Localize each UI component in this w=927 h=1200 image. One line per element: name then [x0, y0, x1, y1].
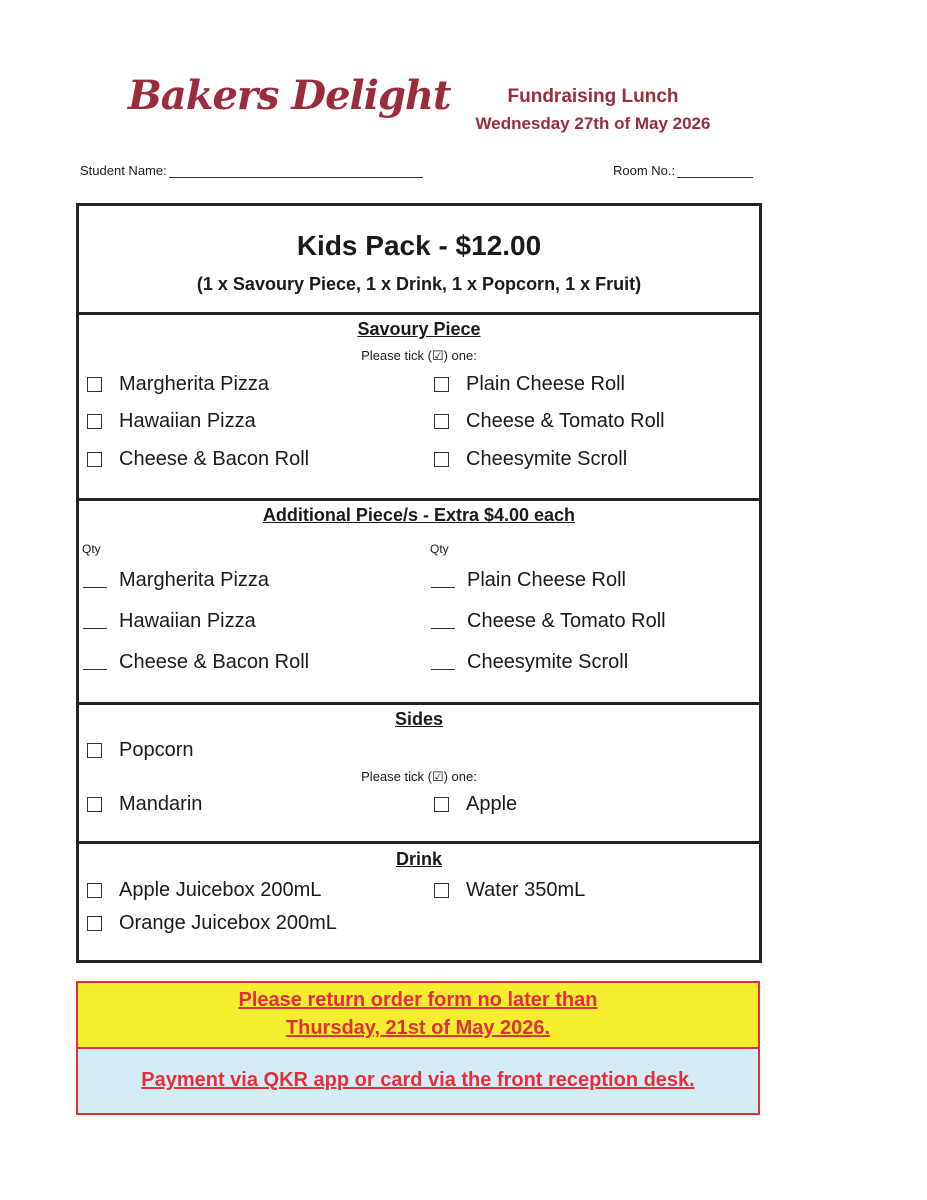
option-label: Margherita Pizza — [119, 569, 270, 591]
drink-section — [79, 844, 759, 960]
order-form — [76, 203, 762, 963]
option-label: Orange Juicebox 200mL — [119, 912, 337, 934]
room-number-field[interactable] — [613, 163, 753, 178]
payment-text: Payment via QKR app or card via the front reception desk. — [141, 1069, 695, 1091]
option-label: Hawaiian Pizza — [119, 610, 256, 632]
event-heading — [468, 86, 718, 134]
option-label: Cheese & Bacon Roll — [119, 651, 310, 673]
student-name-field[interactable] — [80, 163, 423, 178]
qty-input-line[interactable] — [431, 655, 455, 670]
checkbox[interactable] — [87, 883, 102, 898]
bakers-delight-logo: Bakers Delight — [128, 72, 451, 119]
kids-pack-title: Kids Pack - $12.00 — [296, 230, 542, 261]
qty-input-line[interactable] — [431, 614, 455, 629]
student-name-label: Student Name: — [80, 163, 167, 178]
popcorn-option[interactable] — [87, 739, 194, 762]
option-label: Cheesymite Scroll — [467, 651, 629, 673]
option-label: Water 350mL — [466, 879, 586, 901]
checkbox[interactable] — [434, 452, 449, 467]
savoury-title: Savoury Piece — [357, 319, 481, 339]
event-date: Wednesday 27th of May 2026 — [475, 114, 711, 133]
option-label: Hawaiian Pizza — [119, 410, 256, 432]
savoury-option[interactable] — [87, 373, 269, 396]
orange-juice-option[interactable] — [87, 912, 337, 935]
drink-title: Drink — [395, 849, 442, 869]
sides-section — [79, 705, 759, 844]
checkbox[interactable] — [87, 743, 102, 758]
additional-option[interactable] — [431, 569, 626, 592]
savoury-option[interactable] — [434, 373, 625, 396]
option-label: Margherita Pizza — [119, 373, 270, 395]
checkbox[interactable] — [434, 414, 449, 429]
mandarin-option[interactable] — [87, 793, 202, 816]
qty-label-left: Qty — [82, 542, 101, 556]
room-number-line[interactable] — [677, 163, 753, 178]
savoury-option[interactable] — [87, 448, 309, 471]
savoury-option[interactable] — [87, 410, 256, 433]
apple-juice-option[interactable] — [87, 879, 321, 902]
option-label: Popcorn — [119, 739, 194, 761]
event-title: Fundraising Lunch — [507, 86, 679, 107]
water-option[interactable] — [434, 879, 585, 902]
additional-option[interactable] — [83, 651, 309, 674]
additional-option[interactable] — [83, 610, 256, 633]
qty-input-line[interactable] — [83, 573, 107, 588]
checkbox[interactable] — [87, 452, 102, 467]
return-deadline-banner — [78, 983, 758, 1049]
additional-title: Additional Piece/s - Extra $4.00 each — [262, 505, 576, 525]
option-label: Cheese & Tomato Roll — [466, 410, 665, 432]
savoury-hint: Please tick (☑) one: — [361, 348, 477, 363]
option-label: Cheese & Bacon Roll — [119, 448, 310, 470]
option-label: Cheese & Tomato Roll — [467, 610, 666, 632]
checkbox[interactable] — [434, 377, 449, 392]
payment-banner — [78, 1049, 758, 1113]
notice-box — [76, 981, 760, 1115]
qty-input-line[interactable] — [431, 573, 455, 588]
checkbox[interactable] — [87, 797, 102, 812]
option-label: Plain Cheese Roll — [466, 373, 625, 395]
sides-title: Sides — [394, 709, 444, 729]
additional-option[interactable] — [83, 569, 269, 592]
sides-hint: Please tick (☑) one: — [361, 769, 477, 784]
apple-option[interactable] — [434, 793, 517, 816]
option-label: Cheesymite Scroll — [466, 448, 628, 470]
return-line-1: Please return order form no later than — [238, 989, 598, 1011]
savoury-option[interactable] — [434, 410, 665, 433]
option-label: Apple Juicebox 200mL — [119, 879, 322, 901]
additional-option[interactable] — [431, 610, 666, 633]
additional-pieces-section — [79, 501, 759, 705]
savoury-option[interactable] — [434, 448, 627, 471]
additional-option[interactable] — [431, 651, 628, 674]
checkbox[interactable] — [87, 414, 102, 429]
return-line-2: Thursday, 21st of May 2026. — [285, 1017, 551, 1039]
room-number-label: Room No.: — [613, 163, 676, 178]
option-label: Apple — [466, 793, 518, 815]
qty-input-line[interactable] — [83, 655, 107, 670]
kids-pack-contents: (1 x Savoury Piece, 1 x Drink, 1 x Popcorn, 1 x Fruit) — [196, 274, 642, 294]
checkbox[interactable] — [434, 883, 449, 898]
savoury-piece-section — [79, 315, 759, 501]
qty-label-right: Qty — [430, 542, 449, 556]
option-label: Plain Cheese Roll — [467, 569, 626, 591]
checkbox[interactable] — [87, 377, 102, 392]
option-label: Mandarin — [119, 793, 203, 815]
student-name-line[interactable] — [169, 163, 423, 178]
kids-pack-section — [79, 206, 759, 315]
qty-input-line[interactable] — [83, 614, 107, 629]
checkbox[interactable] — [87, 916, 102, 931]
checkbox[interactable] — [434, 797, 449, 812]
